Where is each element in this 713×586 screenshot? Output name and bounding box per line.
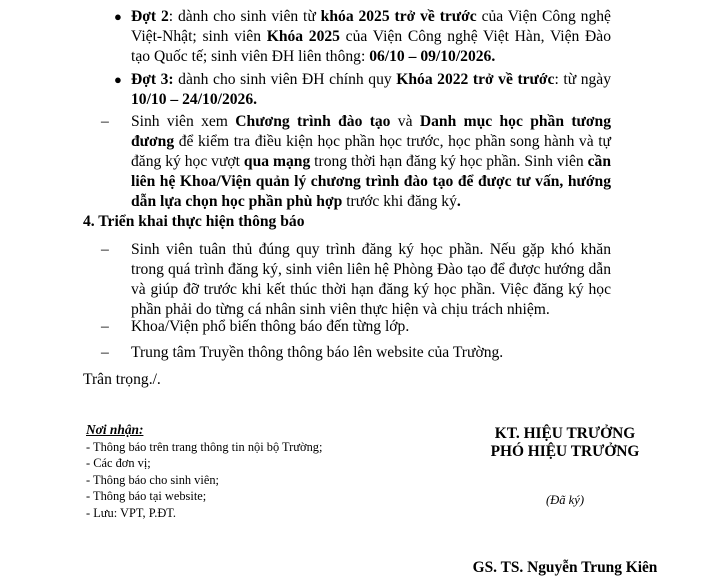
note-segment: Chương trình đào tạo: [235, 113, 391, 130]
recipient-item: - Thông báo cho sinh viên;: [86, 472, 219, 487]
section-4-heading: 4. Triển khai thực hiện thông báo: [83, 213, 305, 230]
signer-name: GS. TS. Nguyễn Trung Kiên: [472, 559, 658, 576]
signed-note: (Đã ký): [545, 493, 585, 507]
recipients-title: Nơi nhận:: [86, 422, 144, 437]
signature-title-2: PHÓ HIỆU TRƯỞNG: [490, 443, 640, 460]
round-3-segment: Khóa 2022 trở về trước: [396, 71, 555, 88]
round-2-segment: của Viện Công nghệ Việt Hàn, Viện Đào tạo Quốc tế; sinh viên ĐH liên thông:: [131, 28, 611, 65]
round-3-text: [131, 70, 611, 110]
note-paragraph: [131, 112, 611, 212]
note-segment: .: [456, 193, 461, 210]
round-2-segment: Khóa 2025: [266, 28, 340, 45]
recipient-item: - Các đơn vị;: [86, 456, 151, 471]
bullet-dot-icon: ●: [114, 72, 122, 87]
round-2-segment: Đợt 2: [131, 8, 169, 25]
note-segment: Sinh viên xem: [131, 113, 236, 130]
round-3-segment: 10/10 – 24/10/2026.: [131, 91, 258, 108]
round-2-text: [131, 7, 611, 67]
note-segment: qua mạng: [243, 153, 311, 170]
section-4-item-2: Khoa/Viện phổ biến thông báo đến từng lớp.: [131, 318, 410, 335]
bullet-dot-icon: ●: [114, 9, 122, 24]
recipients-block: [86, 422, 416, 522]
signature-title-1: KT. HIỆU TRƯỞNG: [494, 425, 636, 442]
round-3-segment: Đợt 3:: [131, 71, 174, 88]
dash-marker: –: [101, 318, 109, 335]
note-segment: cần liên hệ Khoa/Viện quản lý chương trình đào tạo để được tư vấn, hướng dẫn lựa chọn học phần phù hợp: [131, 153, 612, 210]
note-segment: và: [390, 113, 420, 130]
section-4-item-3: Trung tâm Truyền thông thông báo lên website của Trường.: [131, 344, 504, 361]
recipient-item: - Thông báo trên trang thông tin nội bộ Trường;: [86, 439, 323, 454]
round-2-segment: 06/10 – 09/10/2026.: [369, 48, 496, 65]
round-2-segment: của Viện Công nghệ Việt-Nhật; sinh viên: [131, 8, 611, 45]
closing-text: Trân trọng./.: [83, 371, 161, 388]
round-3-segment: : từ ngày: [554, 71, 612, 88]
note-segment: trong thời hạn đăng ký học phần. Sinh viên: [310, 153, 588, 170]
dash-marker: –: [101, 241, 109, 258]
dash-marker: –: [101, 113, 109, 130]
round-3-segment: dành cho sinh viên ĐH chính quy: [173, 71, 397, 88]
section-4-item-1: Sinh viên tuân thủ đúng quy trình đăng ký học phần. Nếu gặp khó khăn trong quá trình đăng ký, sinh viên liên hệ Phòng Đào tạo để được hướng dẫn và giúp đỡ trước khi kết thúc thời hạn đăng ký học phần. Việc đăng ký học phần phải do từng cá nhân sinh viên thực hiện và chịu trách nhiệm.: [131, 241, 611, 318]
recipient-item: - Lưu: VPT, P.ĐT.: [86, 505, 177, 520]
round-2-segment: : dành cho sinh viên từ: [168, 8, 321, 25]
round-2-segment: khóa 2025 trở về trước: [320, 8, 477, 25]
note-segment: Danh mục học phần tương đương: [131, 113, 611, 150]
note-segment: để kiểm tra điều kiện học phần học trước, học phần song hành và tự đăng ký học vượt: [131, 133, 611, 170]
dash-marker: –: [101, 344, 109, 361]
note-segment: trước khi đăng ký: [342, 193, 457, 210]
recipient-item: - Thông báo tại website;: [86, 489, 207, 504]
